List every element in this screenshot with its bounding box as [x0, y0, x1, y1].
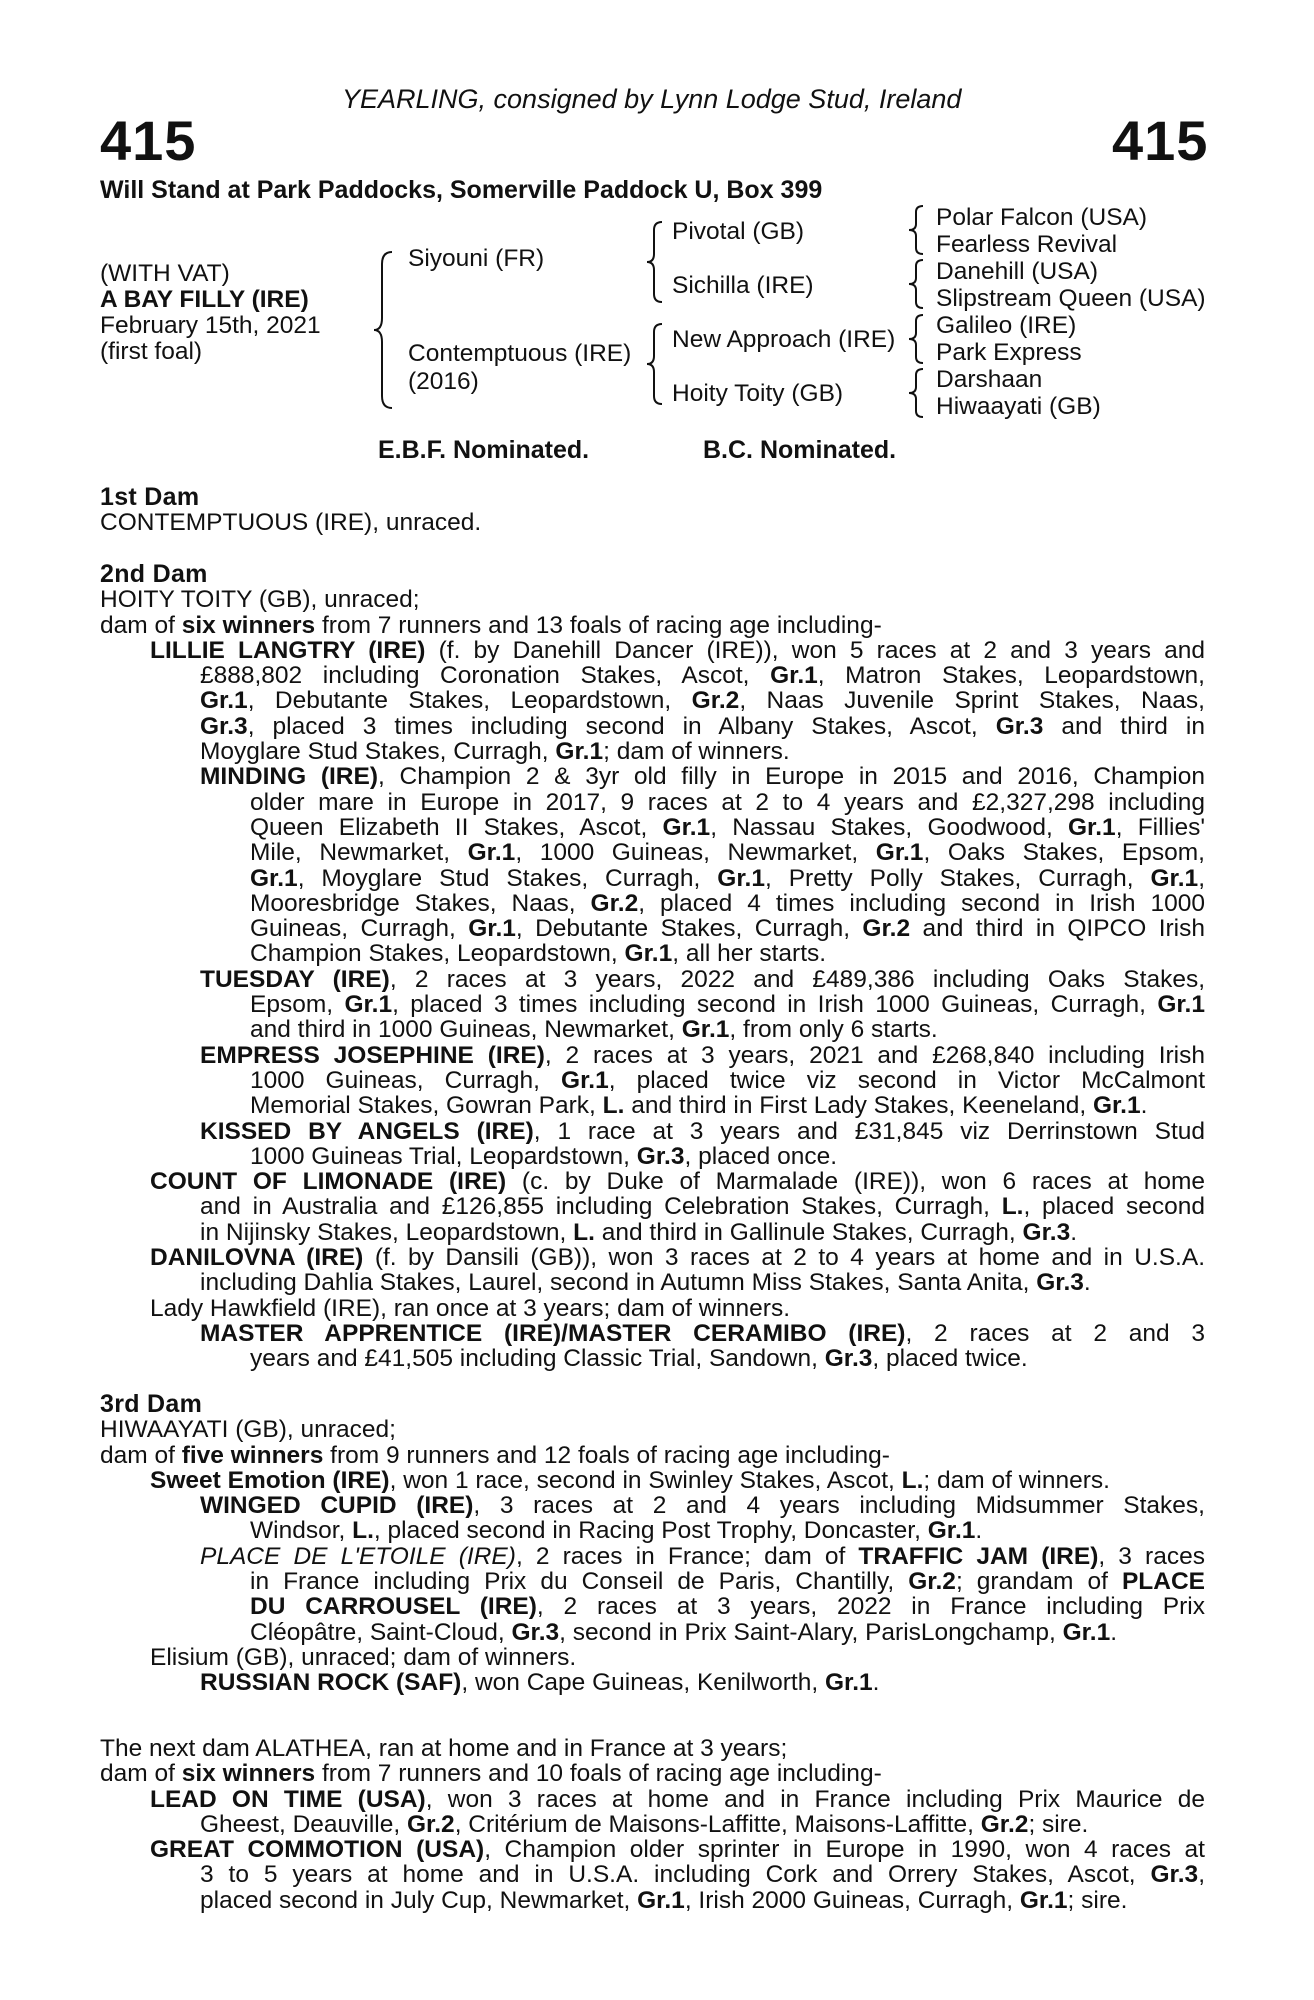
dam: Contemptuous (IRE): [408, 340, 632, 367]
winged-cupid-entry: WINGED CUPID (IRE), 3 races at 2 and 4 years including Midsummer Stakes,: [200, 1492, 1205, 1520]
master-apprentice-name: MASTER APPRENTICE (IRE)/MASTER CERAMIBO (IRE): [200, 1319, 906, 1347]
third-dam-section: 3rd Dam HIWAAYATI (GB), unraced; dam of five winners from 9 runners and 12 foals of racing age including- Sweet Emotion (IRE), won 1 race, second in Swinley Stakes, Ascot, L.; dam of winners. WINGED CUPID (IRE), 3 races at 2 and 4 years including Midsummer Stakes, Windsor, L., placed second in Racing Post Trophy, Doncaster, Gr.1. PLACE DE L'ETOILE (IRE), 2 races in France; dam of TRAFFIC JAM (IRE), 3 races in France including Prix du Conseil de Paris, Chantilly, Gr.2; grandam of PLACE DU CARROUSEL (IRE), 2 races at 3 years, 2022 in France including Prix Cléopâtre, Saint-Cloud, Gr.3, second in Prix Saint-Alary, ParisLongchamp, Gr.1. Elisium (GB), unraced; dam of winners. RUSSIAN ROCK (SAF), won Cape Guineas, Kenilworth, Gr.1.: [100, 1390, 1206, 1697]
ebf-nomination: E.B.F. Nominated.: [378, 436, 590, 464]
first-dam-section: [100, 485, 1205, 536]
foal-note: (first foal): [100, 338, 203, 365]
russian-rock-entry: RUSSIAN ROCK (SAF), won Cape Guineas, Kenilworth, Gr.1.: [200, 1669, 880, 1697]
location-line: Will Stand at Park Paddocks, Somerville Paddock U, Box 399: [100, 176, 823, 204]
master-apprentice-entry: MASTER APPRENTICE (IRE)/MASTER CERAMIBO (IRE), 2 races at 2 and 3: [200, 1319, 1205, 1347]
sd-brace: [906, 258, 928, 310]
dds: Darshaan: [936, 366, 1043, 393]
second-dam-section: 2nd Dam HOITY TOITY (GB), unraced; dam of six winners from 7 runners and 13 foals of racing age including- LILLIE LANGTRY (IRE) (f. by Danehill Dancer (IRE)), won 5 races at 2 and 3 years and £888,802 including Coronation Stakes, Ascot, Gr.1, Matron Stakes, Leopardstown, Gr.1, Debutante Stakes, Leopardstown, Gr.2, Naas Juvenile Sprint Stakes, Naas, Gr.3, placed 3 times including second in Albany Stakes, Ascot, Gr.3 and third in Moyglare Stud Stakes, Curragh, Gr.1; dam of winners. MINDING (IRE), Champion 2 & 3yr old filly in Europe in 2015 and 2016, Champion older mare in Europe in 2017, 9 races at 2 to 4 years and £2,327,298 including Queen Elizabeth II Stakes, Ascot, Gr.1, Nassau Stakes, Goodwood, Gr.1, Fillies' Mile, Newmarket, Gr.1, 1000 Guineas, Newmarket, Gr.1, Oaks Stakes, Epsom, Gr.1, Moyglare Stud Stakes, Curragh, Gr.1, Pretty Polly Stakes, Curragh, Gr.1, Mooresbridge Stakes, Naas, Gr.2, placed 4 times including second in Irish 1000 Guineas, Curragh, Gr.1, Debutante Stakes, Curragh, Gr.2 and third in QIPCO Irish Champion Stakes, Leopardstown, Gr.1, all her starts. TUESDAY (IRE), 2 races at 3 years, 2022 and £489,386 including Oaks Stakes, Epsom, Gr.1, placed 3 times including second in Irish 1000 Guineas, Curragh, Gr.1 and third in 1000 Guineas, Newmarket, Gr.1, from only 6 starts. EMPRESS JOSEPHINE (IRE), 2 races at 3 years, 2021 and £268,840 including Irish 1000 Guineas, Curragh, Gr.1, placed twice viz second in Victor McCalmont Memorial Stakes, Gowran Park, L. and third in First Lady Stakes, Keeneland, Gr.1. KISSED BY ANGELS (IRE), 1 race at 3 years and £31,845 viz Derrinstown Stud 1000 Guineas Trial, Leopardstown, Gr.3, placed once. COUNT OF LIMONADE (IRE) (c. by Duke of Marmalade (IRE)), won 6 races at home and in Australia and £126,855 including Celebration Stakes, Curragh, L., placed second in Nijinsky Stakes, Leopardstown, L. and third in Gallinule Stakes, Curragh, Gr.3. DANILOVNA (IRE) (f. by Dansili (GB)), won 3 races at 2 to 4 years at home and in U.S.A. including Dahlia Stakes, Laurel, second in Autumn Miss Stakes, Santa Anita, Gr.3. Lady Hawkfield (IRE), ran once at 3 years; dam of winners. MASTER APPRENTICE (IRE)/MASTER CERAMIBO (IRE), 2 races at 2 and 3 years and £41,505 including Classic Trial, Sandown, Gr.3, placed twice.: [100, 560, 1206, 1373]
kissed-by-angels-name: KISSED BY ANGELS (IRE): [200, 1117, 534, 1145]
ds-brace: [906, 313, 928, 365]
dsd: Park Express: [936, 339, 1082, 366]
ddd: Hiwaayati (GB): [936, 393, 1101, 420]
third-dam-heading: 3rd Dam: [100, 1390, 203, 1418]
great-commotion-name: GREAT COMMOTION (USA): [150, 1836, 485, 1864]
lot-number-left: 415: [100, 109, 197, 172]
count-of-limonade-name: COUNT OF LIMONADE (IRE): [150, 1168, 507, 1196]
sire-dam: Sichilla (IRE): [672, 272, 814, 299]
place-de-letoile-name: PLACE DE L'ETOILE (IRE): [200, 1542, 516, 1570]
next-dam-line-1: The next dam ALATHEA, ran at home and in France at 3 years;: [100, 1735, 788, 1762]
dam-dam: Hoity Toity (GB): [672, 380, 844, 407]
danilovna-name: DANILOVNA (IRE): [150, 1244, 364, 1272]
second-dam-line-1: HOITY TOITY (GB), unraced;: [100, 586, 420, 614]
dam-brace: [644, 322, 668, 406]
next-dam-section: The next dam ALATHEA, ran at home and in France at 3 years; dam of six winners from 7 runners and 10 foals of racing age including- LEAD ON TIME (USA), won 3 races at home and in France including Prix Maurice de Gheest, Deauville, Gr.2, Critérium de Maisons-Laffitte, Maisons-Laffitte, Gr.2; sire. GREAT COMMOTION (USA), Champion older sprinter in Europe in 1990, won 4 races at 3 to 5 years at home and in U.S.A. including Cork and Orrery Stakes, Ascot, Gr.3, placed second in July Cup, Newmarket, Gr.1, Irish 2000 Guineas, Curragh, Gr.1; sire.: [100, 1735, 1205, 1914]
winged-cupid-name: WINGED CUPID (IRE): [200, 1492, 474, 1520]
consignor-line: YEARLING, consigned by Lynn Lodge Stud, Ireland: [342, 84, 962, 114]
lady-hawkfield-entry: Lady Hawkfield (IRE), ran once at 3 years; dam of winners.: [150, 1294, 791, 1322]
empress-josephine-entry: EMPRESS JOSEPHINE (IRE), 2 races at 3 years, 2021 and £268,840 including Irish: [200, 1041, 1206, 1069]
bc-nomination: B.C. Nominated.: [703, 436, 897, 464]
sweet-emotion-name: Sweet Emotion (IRE): [150, 1466, 390, 1494]
second-dam-line-2: dam of six winners from 7 runners and 13 foals of racing age including-: [100, 611, 882, 639]
lillie-langtry-name: LILLIE LANGTRY (IRE): [150, 636, 426, 664]
lot-number-right: 415: [1112, 109, 1209, 172]
second-dam-heading: 2nd Dam: [100, 560, 208, 588]
vat-note: (WITH VAT): [100, 260, 230, 287]
sire-dam-brace: [370, 250, 400, 410]
third-dam-line-1: HIWAAYATI (GB), unraced;: [100, 1416, 396, 1444]
kissed-by-angels-entry: KISSED BY ANGELS (IRE), 1 race at 3 years and £31,845 viz Derrinstown Stud: [200, 1117, 1205, 1145]
ss-brace: [906, 204, 928, 256]
lead-on-time-entry: LEAD ON TIME (USA), won 3 races at home and in France including Prix Maurice de: [150, 1785, 1205, 1813]
first-dam-text: CONTEMPTUOUS (IRE), unraced.: [100, 509, 482, 537]
lead-on-time-name: LEAD ON TIME (USA): [150, 1785, 426, 1813]
dd-brace: [906, 367, 928, 419]
elisium-entry: Elisium (GB), unraced; dam of winners.: [150, 1643, 577, 1671]
first-dam-heading: 1st Dam: [100, 483, 200, 511]
sire-sire: Pivotal (GB): [672, 218, 805, 245]
dss: Galileo (IRE): [936, 312, 1077, 339]
dam-sire: New Approach (IRE): [672, 326, 896, 353]
foaling-date: February 15th, 2021: [100, 312, 321, 339]
tuesday-name: TUESDAY (IRE): [200, 965, 390, 993]
horse-name: A BAY FILLY (IRE): [100, 286, 309, 313]
empress-josephine-name: EMPRESS JOSEPHINE (IRE): [200, 1041, 545, 1069]
sss: Polar Falcon (USA): [936, 204, 1148, 231]
sire: Siyouni (FR): [408, 245, 545, 272]
sds: Danehill (USA): [936, 258, 1099, 285]
count-of-limonade-entry: COUNT OF LIMONADE (IRE) (c. by Duke of Marmalade (IRE)), won 6 races at home: [150, 1168, 1205, 1196]
sdd: Slipstream Queen (USA): [936, 285, 1206, 312]
great-commotion-entry: GREAT COMMOTION (USA), Champion older sprinter in Europe in 1990, won 4 races at: [150, 1836, 1205, 1864]
dam-year: (2016): [408, 368, 479, 395]
ssd: Fearless Revival: [936, 231, 1118, 258]
minding-entry: MINDING (IRE), Champion 2 & 3yr old filly in Europe in 2015 and 2016, Champion: [200, 763, 1206, 791]
lillie-langtry-entry: LILLIE LANGTRY (IRE) (f. by Danehill Dancer (IRE)), won 5 races at 2 and 3 years and: [150, 636, 1205, 664]
danilovna-entry: DANILOVNA (IRE) (f. by Dansili (GB)), won 3 races at 2 to 4 years at home and in U.S.A.: [150, 1244, 1205, 1272]
sweet-emotion-entry: Sweet Emotion (IRE), won 1 race, second in Swinley Stakes, Ascot, L.; dam of winners.: [150, 1466, 1110, 1494]
tuesday-entry: TUESDAY (IRE), 2 races at 3 years, 2022 and £489,386 including Oaks Stakes,: [200, 965, 1205, 993]
minding-name: MINDING (IRE): [200, 763, 379, 791]
sire-brace: [644, 220, 668, 304]
russian-rock-name: RUSSIAN ROCK (SAF): [200, 1669, 462, 1697]
place-de-letoile-entry: PLACE DE L'ETOILE (IRE), 2 races in France; dam of TRAFFIC JAM (IRE), 3 races: [200, 1542, 1205, 1570]
next-dam-line-2: dam of six winners from 7 runners and 10 foals of racing age including-: [100, 1760, 882, 1788]
third-dam-line-2: dam of five winners from 9 runners and 12 foals of racing age including-: [100, 1441, 890, 1469]
